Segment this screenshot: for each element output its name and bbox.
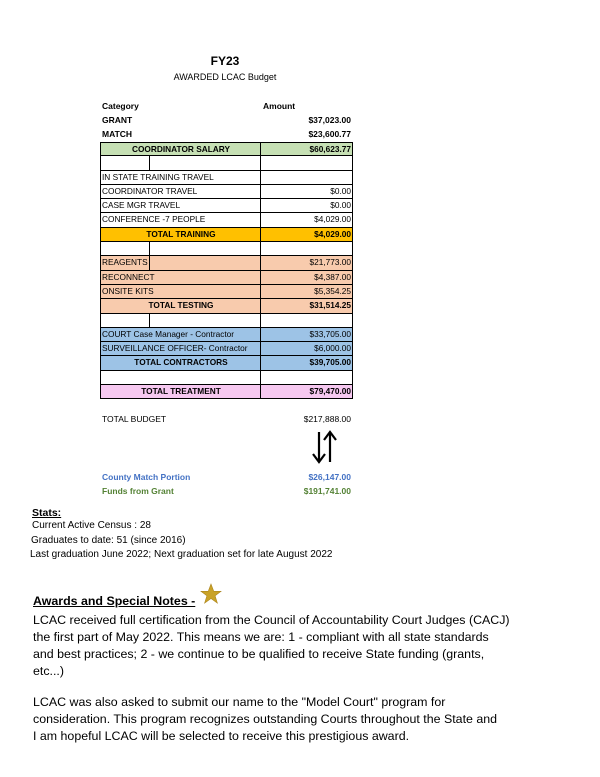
row-amount: $5,354.25: [314, 285, 351, 296]
table-row: [100, 171, 353, 185]
row-amount: [261, 171, 352, 184]
row-label-text: COORDINATOR TRAVEL: [102, 185, 198, 196]
row-label-text: CONFERENCE -7 PEOPLE: [102, 214, 206, 225]
star-icon: [200, 583, 222, 605]
stat-census: Current Active Census : 28: [32, 520, 151, 531]
awards-line: consideration. This program recognizes outstanding Courts throughout the State and: [33, 712, 498, 726]
row-amount: $4,029.00: [314, 228, 351, 239]
awards-line: LCAC received full certification from the Council of Accountability Court Judges (CACJ): [33, 613, 510, 627]
row-label-text: CASE MGR TRAVEL: [102, 200, 181, 211]
awards-line: the first part of May 2022. This means we are: 1 - compliant with all state standards: [33, 630, 489, 644]
row-label-text: TOTAL CONTRACTORS: [134, 357, 228, 368]
table-row: [100, 342, 353, 356]
cell-divider: [149, 242, 150, 255]
row-amount: $33,705.00: [309, 328, 351, 339]
row-label: [101, 213, 261, 226]
county-match-label: County Match Portion: [102, 472, 191, 482]
row-label: [101, 185, 261, 198]
row-amount: $79,470.00: [309, 386, 351, 397]
match-amount: $23,600.77: [308, 129, 351, 139]
table-total-row: [100, 228, 353, 242]
table-total-row: [100, 356, 353, 370]
row-label: [101, 314, 261, 327]
row-label-text: TOTAL TRAINING: [146, 228, 216, 239]
row-amount: [261, 242, 352, 255]
table-row: [100, 213, 353, 227]
row-amount: $21,773.00: [309, 257, 351, 268]
row-label: [101, 356, 261, 369]
row-label-text: COORDINATOR SALARY: [131, 144, 231, 154]
grant-funds-label: Funds from Grant: [102, 486, 174, 496]
table-total-row: [100, 385, 353, 399]
table-row: [100, 271, 353, 285]
row-amount: [261, 314, 352, 327]
total-budget-label: TOTAL BUDGET: [102, 414, 167, 424]
row-amount: [261, 156, 352, 169]
table-blank-row: [100, 242, 353, 256]
table-total-row: [100, 142, 353, 156]
budget-table: [100, 142, 353, 399]
county-match-amount: $26,147.00: [308, 472, 351, 482]
up-down-arrows-icon: [310, 428, 340, 468]
row-label: [101, 385, 261, 398]
row-amount: $4,029.00: [314, 214, 351, 225]
awards-line: etc...): [33, 664, 64, 678]
document-title: FY23: [210, 54, 240, 68]
row-amount: $39,705.00: [309, 357, 351, 368]
table-row: [100, 256, 353, 270]
cell-divider: [149, 314, 150, 327]
stat-graduates: Graduates to date: 51 (since 2016): [31, 535, 186, 546]
row-label: [101, 271, 261, 284]
table-total-row: [100, 299, 353, 313]
awards-line: and best practices; 2 - we continue to be qualified to receive State funding (grants,: [33, 647, 485, 661]
row-label-text: ONSITE KITS: [102, 285, 154, 296]
table-blank-row: [100, 371, 353, 385]
grant-label: GRANT: [102, 115, 133, 125]
row-label-text: TOTAL TREATMENT: [141, 386, 221, 397]
row-amount: $31,514.25: [309, 300, 351, 311]
awards-line: LCAC was also asked to submit our name to the "Model Court" program for: [33, 695, 446, 709]
grant-funds-amount: $191,741.00: [303, 486, 351, 496]
row-amount: $0.00: [330, 200, 351, 211]
stat-graduation: Last graduation June 2022; Next graduation set for late August 2022: [30, 549, 333, 560]
row-label-text: IN STATE TRAINING TRAVEL: [102, 171, 214, 182]
row-amount: $4,387.00: [314, 271, 351, 282]
table-blank-row: [100, 156, 353, 170]
row-label-text: TOTAL TESTING: [148, 300, 214, 311]
match-label: MATCH: [102, 129, 133, 139]
table-row: [100, 328, 353, 342]
row-label: [101, 199, 261, 212]
row-label: [101, 171, 261, 184]
row-label: [101, 256, 261, 269]
row-label: [101, 299, 261, 312]
row-label: [101, 371, 261, 384]
stats-heading: Stats:: [32, 507, 62, 519]
row-label-text: COURT Case Manager - Contractor: [102, 328, 235, 339]
row-label: [101, 285, 261, 298]
row-label: [101, 342, 261, 355]
row-amount: $6,000.00: [314, 343, 351, 354]
row-amount: $0.00: [330, 185, 351, 196]
cell-divider: [149, 156, 150, 169]
cell-divider: [149, 256, 150, 269]
row-label: [101, 242, 261, 255]
table-row: [100, 199, 353, 213]
total-budget-amount: $217,888.00: [303, 414, 351, 424]
document-subtitle: AWARDED LCAC Budget: [173, 72, 277, 82]
row-label-text: RECONNECT: [102, 271, 155, 282]
table-row: [100, 285, 353, 299]
row-label: [101, 228, 261, 241]
row-amount: $60,623.77: [309, 144, 351, 154]
awards-line: I am hopeful LCAC will be selected to receive this prestigious award.: [33, 729, 410, 743]
row-label-text: REAGENTS: [102, 257, 148, 268]
grant-amount: $37,023.00: [308, 115, 351, 125]
row-label-text: SURVEILLANCE OFFICER- Contractor: [102, 343, 248, 354]
row-amount: [261, 371, 352, 384]
table-row: [100, 185, 353, 199]
category-header: Category: [102, 101, 139, 111]
amount-header: Amount: [263, 101, 296, 111]
awards-heading: Awards and Special Notes -: [33, 594, 196, 608]
row-label: [101, 328, 261, 341]
row-label: [101, 143, 261, 155]
table-blank-row: [100, 314, 353, 328]
row-label: [101, 156, 261, 169]
